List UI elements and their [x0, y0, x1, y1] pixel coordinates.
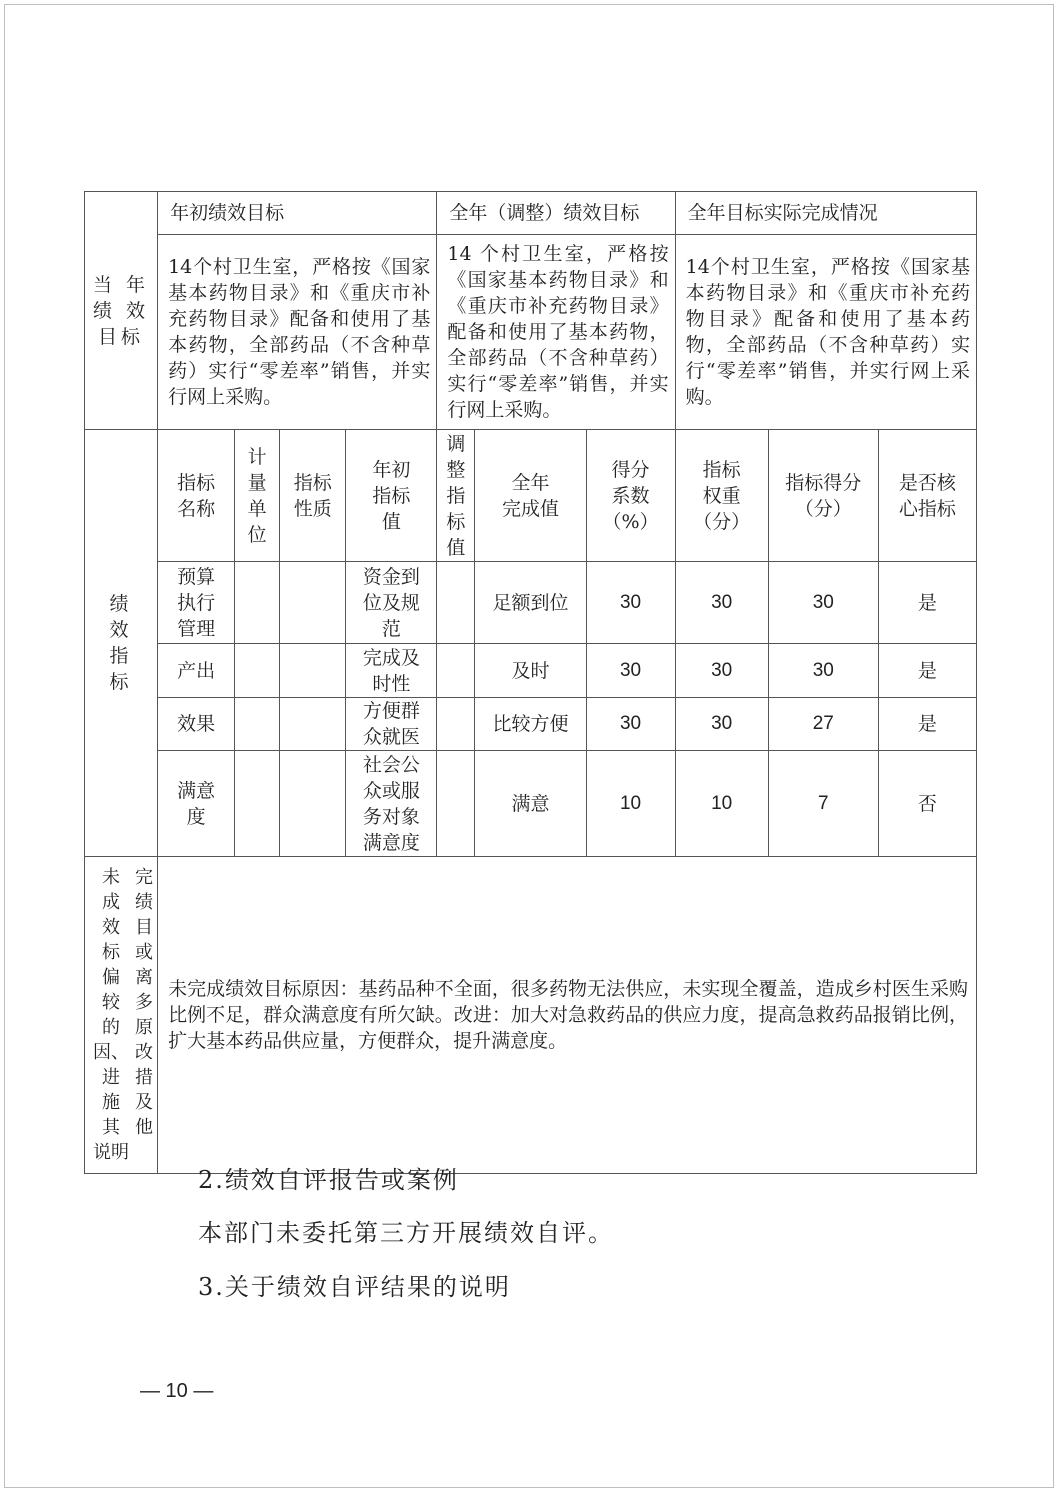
header-annual-value: 全年 完成值: [475, 430, 586, 562]
header-initial-value: 年初 指标 值: [346, 430, 437, 562]
actual-completion-text: 14个村卫生室，严格按《国家基本药物目录》和《重庆市补充药物目录》配备和使用了基本药物，全部药品（不含种草药）实行“零差率”销售，并实行网上采购。: [675, 235, 976, 430]
row-initial-value: 完成及 时性: [346, 644, 437, 698]
section-heading-2: 2.绩效自评报告或案例: [198, 1166, 459, 1194]
row-weight: 30: [675, 562, 768, 644]
reason-text: 未完成绩效目标原因：基药品种不全面，很多药物无法供应，未实现全覆盖，造成乡村医生采购比例不足，群众满意度有所欠缺。改进：加大对急救药品的供应力度，提高急救药品报销比例，扩大基本药品供应量，方便群众，提升满意度。: [158, 857, 977, 1174]
row-adjusted-value: [437, 751, 475, 857]
header-unit: 计 量 单 位: [235, 430, 280, 562]
row-weight: 10: [675, 751, 768, 857]
row-core: 否: [878, 751, 976, 857]
row-coef: 30: [586, 698, 675, 751]
row-score: 30: [768, 644, 878, 698]
reason-label: 未 完 成 绩 效 目 标 或 偏 离 较 多 的 原 因、 改 进 措 施 及 其 他 说明: [85, 857, 158, 1174]
header-weight: 指标 权重 （分）: [675, 430, 768, 562]
page-number: — 10 —: [140, 1380, 214, 1402]
header-score: 指标得分 （分）: [768, 430, 878, 562]
row-score: 27: [768, 698, 878, 751]
row-initial-value: 资金到 位及规 范: [346, 562, 437, 644]
row-nature: [280, 644, 346, 698]
table-row: [85, 644, 977, 698]
header-nature: 指标 性质: [280, 430, 346, 562]
row-score: 30: [768, 562, 878, 644]
row-unit: [235, 751, 280, 857]
row-name: 效果: [158, 698, 235, 751]
row-unit: [235, 644, 280, 698]
row-adjusted-value: [437, 644, 475, 698]
row-adjusted-value: [437, 562, 475, 644]
row-adjusted-value: [437, 698, 475, 751]
current-goal-label: 当 年 绩 效 目标: [85, 192, 158, 430]
row-weight: 30: [675, 698, 768, 751]
row-coef: 30: [586, 644, 675, 698]
row-completed: 满意: [475, 751, 586, 857]
row-name: 预算 执行 管理: [158, 562, 235, 644]
table-row: [85, 562, 977, 644]
performance-table: [84, 191, 977, 1174]
row-coef: 30: [586, 562, 675, 644]
row-core: 是: [878, 698, 976, 751]
table-row: [85, 751, 977, 857]
row-core: 是: [878, 644, 976, 698]
row-initial-value: 社会公 众或服 务对象 满意度: [346, 751, 437, 857]
row-core: 是: [878, 562, 976, 644]
row-completed: 及时: [475, 644, 586, 698]
initial-goal-header: 年初绩效目标: [158, 192, 437, 235]
section-heading-3: 3.关于绩效自评结果的说明: [198, 1273, 511, 1301]
header-score-coef: 得分 系数 （%）: [586, 430, 675, 562]
row-score: 7: [768, 751, 878, 857]
row-nature: [280, 698, 346, 751]
row-nature: [280, 751, 346, 857]
row-completed: 足额到位: [475, 562, 586, 644]
row-unit: [235, 698, 280, 751]
initial-goal-text: 14个村卫生室，严格按《国家基本药物目录》和《重庆市补充药物目录》配备和使用了基本药物，全部药品（不含种草药）实行“零差率”销售，并实行网上采购。: [158, 235, 437, 430]
header-indicator-name: 指标 名称: [158, 430, 235, 562]
row-nature: [280, 562, 346, 644]
row-name: 满意 度: [158, 751, 235, 857]
indicators-label: 绩 效 指 标: [85, 430, 158, 857]
row-completed: 比较方便: [475, 698, 586, 751]
row-weight: 30: [675, 644, 768, 698]
actual-completion-header: 全年目标实际完成情况: [675, 192, 976, 235]
adjusted-goal-header: 全年（调整）绩效目标: [437, 192, 675, 235]
row-coef: 10: [586, 751, 675, 857]
paragraph-text: 本部门未委托第三方开展绩效自评。: [198, 1219, 614, 1247]
table-row: [85, 698, 977, 751]
header-adjusted-value: 调 整 指 标 值: [437, 430, 475, 562]
row-name: 产出: [158, 644, 235, 698]
row-unit: [235, 562, 280, 644]
row-initial-value: 方便群 众就医: [346, 698, 437, 751]
adjusted-goal-text: 14 个村卫生室，严格按《国家基本药物目录》和《重庆市补充药物目录》配备和使用了基本药物，全部药品（不含种草药）实行“零差率”销售，并实行网上采购。: [437, 235, 675, 430]
header-core: 是否核 心指标: [878, 430, 976, 562]
